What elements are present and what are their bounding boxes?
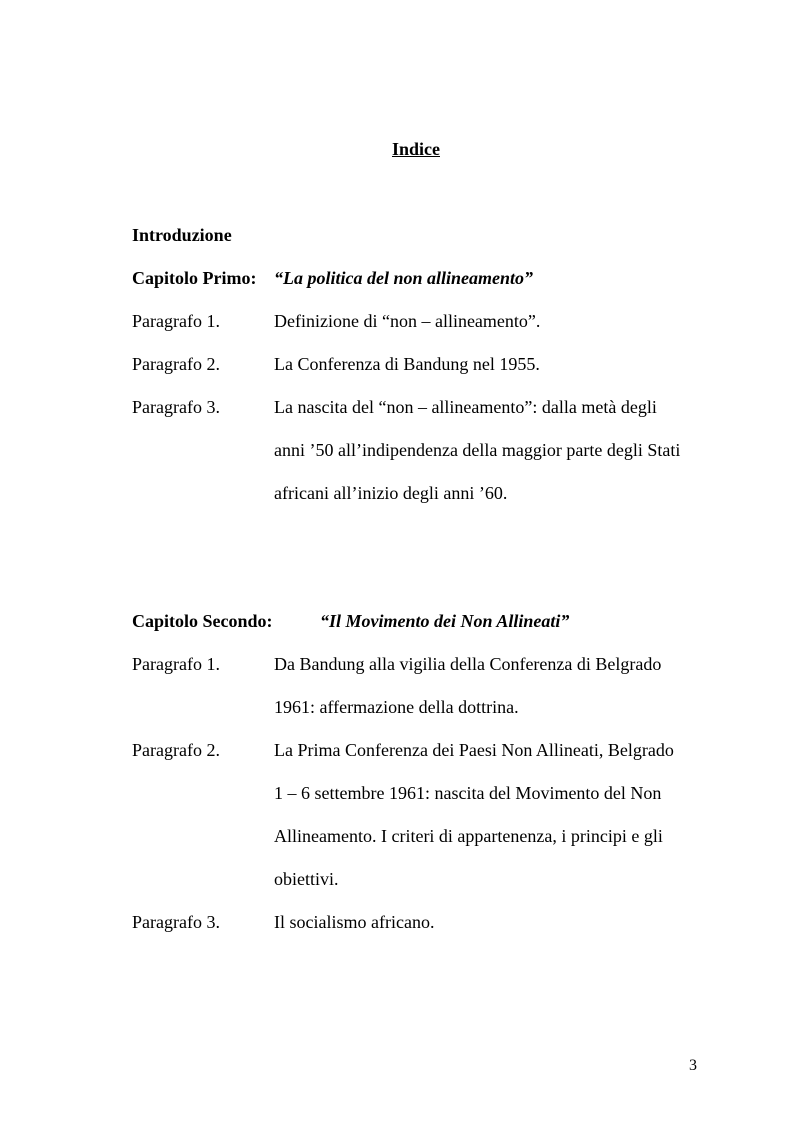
paragraph-text: Definizione di “non – allineamento”. [274, 311, 541, 331]
paragraph-text: africani all’inizio degli anni ’60. [274, 483, 508, 503]
paragraph-label: Paragrafo 1. [132, 654, 220, 674]
chapter1-title: “La politica del non allineamento” [274, 268, 534, 288]
paragraph-label: Paragrafo 2. [132, 740, 220, 760]
paragraph-label: Paragrafo 2. [132, 354, 220, 374]
paragraph-label: Paragrafo 1. [132, 311, 220, 331]
paragraph-text: obiettivi. [274, 869, 339, 889]
paragraph-text: La nascita del “non – allineamento”: dalla metà degli [274, 397, 657, 417]
paragraph-text: Allineamento. I criteri di appartenenza, i principi e gli [274, 826, 663, 846]
paragraph-label: Paragrafo 3. [132, 912, 220, 932]
paragraph-label: Paragrafo 3. [132, 397, 220, 417]
paragraph-text: anni ’50 all’indipendenza della maggior parte degli Stati [274, 440, 681, 460]
page-title: Indice [391, 139, 440, 159]
page-number: 3 [689, 1057, 697, 1074]
chapter2-label: Capitolo Secondo: [132, 611, 273, 631]
paragraph-text: La Conferenza di Bandung nel 1955. [274, 354, 540, 374]
paragraph-text: 1 – 6 settembre 1961: nascita del Movimento del Non [274, 783, 662, 803]
paragraph-text: La Prima Conferenza dei Paesi Non Allineati, Belgrado [274, 740, 674, 760]
chapter1-label: Capitolo Primo: [132, 268, 257, 288]
introduction-heading: Introduzione [132, 225, 232, 245]
chapter2-title: “Il Movimento dei Non Allineati” [320, 611, 570, 631]
paragraph-text: Il socialismo africano. [274, 912, 435, 932]
paragraph-text: Da Bandung alla vigilia della Conferenza di Belgrado [274, 654, 662, 674]
paragraph-text: 1961: affermazione della dottrina. [274, 697, 519, 717]
